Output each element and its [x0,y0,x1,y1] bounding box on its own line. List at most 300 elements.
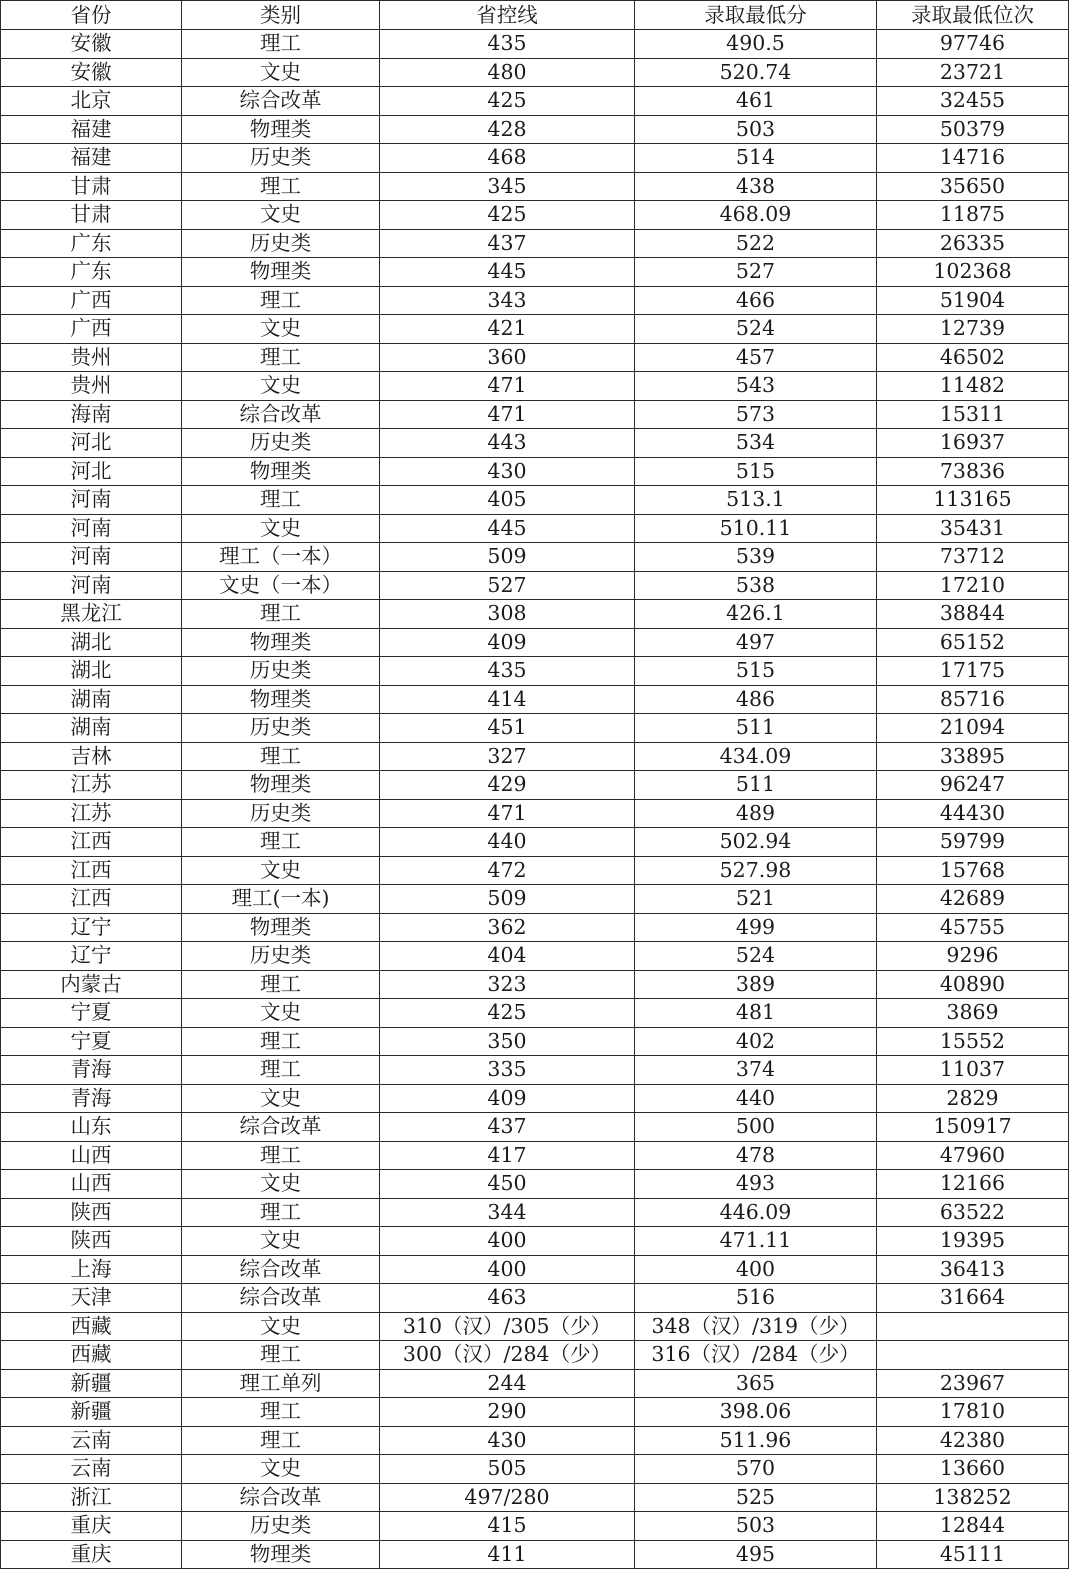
category-cell: 综合改革 [182,87,380,116]
province-cell: 新疆 [1,1369,182,1398]
category-cell: 历史类 [182,229,380,258]
category-cell: 理工 [182,600,380,629]
province-cell: 河北 [1,457,182,486]
min-score-cell: 466 [635,286,877,315]
control-line-cell: 443 [380,429,635,458]
min-rank-cell: 2829 [877,1084,1069,1113]
min-score-cell: 374 [635,1056,877,1085]
min-rank-cell: 19395 [877,1227,1069,1256]
province-cell: 云南 [1,1455,182,1484]
control-line-cell: 463 [380,1284,635,1313]
min-rank-cell: 40890 [877,970,1069,999]
category-cell: 物理类 [182,628,380,657]
province-cell: 江苏 [1,771,182,800]
header-row [1,1,1069,30]
min-rank-cell: 26335 [877,229,1069,258]
min-score-cell: 426.1 [635,600,877,629]
province-cell: 广东 [1,229,182,258]
category-cell: 理工 [182,828,380,857]
control-line-cell: 505 [380,1455,635,1484]
control-line-cell: 430 [380,457,635,486]
min-rank-cell: 45111 [877,1540,1069,1569]
province-cell: 江苏 [1,799,182,828]
category-cell: 物理类 [182,258,380,287]
control-line-cell: 425 [380,87,635,116]
table-row [1,201,1069,230]
min-score-cell: 400 [635,1255,877,1284]
category-cell: 文史（一本） [182,571,380,600]
min-rank-cell: 35650 [877,172,1069,201]
control-line-cell: 425 [380,999,635,1028]
table-row [1,1084,1069,1113]
province-cell: 北京 [1,87,182,116]
min-rank-cell: 85716 [877,685,1069,714]
min-rank-cell: 63522 [877,1198,1069,1227]
min-rank-cell: 42689 [877,885,1069,914]
min-rank-cell: 17810 [877,1398,1069,1427]
province-cell: 重庆 [1,1512,182,1541]
province-cell: 甘肃 [1,172,182,201]
province-cell: 吉林 [1,742,182,771]
control-line-cell: 417 [380,1141,635,1170]
min-rank-cell: 73712 [877,543,1069,572]
min-rank-cell: 3869 [877,999,1069,1028]
category-cell: 理工单列 [182,1369,380,1398]
province-cell: 湖南 [1,685,182,714]
table-row [1,714,1069,743]
control-line-cell: 451 [380,714,635,743]
control-line-cell: 471 [380,400,635,429]
province-cell: 上海 [1,1255,182,1284]
province-cell: 河南 [1,571,182,600]
province-cell: 河北 [1,429,182,458]
table-row [1,1227,1069,1256]
min-score-cell: 486 [635,685,877,714]
min-score-cell: 348（汉）/319（少） [635,1312,877,1341]
province-cell: 山东 [1,1113,182,1142]
table-row [1,315,1069,344]
province-cell: 西藏 [1,1312,182,1341]
min-score-cell: 389 [635,970,877,999]
province-cell: 西藏 [1,1341,182,1370]
min-score-cell: 514 [635,144,877,173]
control-line-cell: 509 [380,885,635,914]
control-line-cell: 409 [380,1084,635,1113]
province-cell: 宁夏 [1,1027,182,1056]
min-rank-cell: 12166 [877,1170,1069,1199]
min-rank-cell: 9296 [877,942,1069,971]
category-cell: 物理类 [182,913,380,942]
table-row [1,1255,1069,1284]
control-line-cell: 290 [380,1398,635,1427]
min-rank-cell: 12739 [877,315,1069,344]
province-cell: 青海 [1,1056,182,1085]
min-score-cell: 522 [635,229,877,258]
table-row [1,828,1069,857]
column-header-min-rank: 录取最低位次 [877,1,1069,30]
table-row [1,856,1069,885]
min-score-cell: 539 [635,543,877,572]
category-cell: 理工 [182,1341,380,1370]
category-cell: 文史 [182,1084,380,1113]
min-rank-cell: 38844 [877,600,1069,629]
province-cell: 山西 [1,1170,182,1199]
category-cell: 物理类 [182,115,380,144]
min-score-cell: 516 [635,1284,877,1313]
province-cell: 浙江 [1,1483,182,1512]
category-cell: 物理类 [182,685,380,714]
category-cell: 理工 [182,742,380,771]
table-row [1,144,1069,173]
column-header-province: 省份 [1,1,182,30]
table-row [1,1170,1069,1199]
province-cell: 福建 [1,115,182,144]
min-rank-cell: 23721 [877,58,1069,87]
min-score-cell: 489 [635,799,877,828]
min-score-cell: 490.5 [635,30,877,59]
min-score-cell: 440 [635,1084,877,1113]
min-score-cell: 503 [635,1512,877,1541]
category-cell: 理工 [182,1426,380,1455]
min-score-cell: 511 [635,714,877,743]
control-line-cell: 428 [380,115,635,144]
province-cell: 广东 [1,258,182,287]
min-score-cell: 481 [635,999,877,1028]
min-rank-cell: 14716 [877,144,1069,173]
min-rank-cell: 150917 [877,1113,1069,1142]
province-cell: 内蒙古 [1,970,182,999]
min-score-cell: 515 [635,457,877,486]
control-line-cell: 480 [380,58,635,87]
table-row [1,1284,1069,1313]
table-row [1,771,1069,800]
min-score-cell: 510.11 [635,514,877,543]
control-line-cell: 435 [380,30,635,59]
category-cell: 物理类 [182,771,380,800]
province-cell: 河南 [1,543,182,572]
control-line-cell: 435 [380,657,635,686]
control-line-cell: 440 [380,828,635,857]
control-line-cell: 425 [380,201,635,230]
table-row [1,429,1069,458]
control-line-cell: 411 [380,1540,635,1569]
min-rank-cell: 59799 [877,828,1069,857]
min-score-cell: 520.74 [635,58,877,87]
category-cell: 理工 [182,1027,380,1056]
min-score-cell: 521 [635,885,877,914]
category-cell: 文史 [182,856,380,885]
province-cell: 辽宁 [1,942,182,971]
category-cell: 理工 [182,30,380,59]
province-cell: 山西 [1,1141,182,1170]
min-rank-cell: 51904 [877,286,1069,315]
table-row [1,1426,1069,1455]
province-cell: 辽宁 [1,913,182,942]
category-cell: 文史 [182,372,380,401]
category-cell: 理工 [182,343,380,372]
min-score-cell: 527 [635,258,877,287]
min-rank-cell: 96247 [877,771,1069,800]
min-score-cell: 503 [635,115,877,144]
min-score-cell: 316（汉）/284（少） [635,1341,877,1370]
control-line-cell: 300（汉）/284（少） [380,1341,635,1370]
table-row [1,486,1069,515]
table-row [1,885,1069,914]
min-score-cell: 434.09 [635,742,877,771]
province-cell: 黑龙江 [1,600,182,629]
min-rank-cell: 13660 [877,1455,1069,1484]
province-cell: 陕西 [1,1198,182,1227]
table-row [1,1341,1069,1370]
min-score-cell: 502.94 [635,828,877,857]
table-row [1,1540,1069,1569]
table-row [1,628,1069,657]
control-line-cell: 471 [380,799,635,828]
control-line-cell: 343 [380,286,635,315]
category-cell: 物理类 [182,457,380,486]
category-cell: 历史类 [182,714,380,743]
min-score-cell: 461 [635,87,877,116]
min-rank-cell: 97746 [877,30,1069,59]
min-score-cell: 438 [635,172,877,201]
control-line-cell: 327 [380,742,635,771]
province-cell: 广西 [1,286,182,315]
control-line-cell: 400 [380,1227,635,1256]
table-row [1,1398,1069,1427]
category-cell: 理工(一本) [182,885,380,914]
province-cell: 宁夏 [1,999,182,1028]
category-cell: 文史 [182,315,380,344]
min-rank-cell: 15552 [877,1027,1069,1056]
min-rank-cell: 12844 [877,1512,1069,1541]
province-cell: 新疆 [1,1398,182,1427]
min-score-cell: 524 [635,315,877,344]
min-rank-cell: 15768 [877,856,1069,885]
table-body [1,30,1069,1569]
category-cell: 文史 [182,999,380,1028]
min-score-cell: 570 [635,1455,877,1484]
min-rank-cell: 113165 [877,486,1069,515]
min-rank-cell: 50379 [877,115,1069,144]
category-cell: 文史 [182,1170,380,1199]
table-row [1,115,1069,144]
province-cell: 河南 [1,514,182,543]
category-cell: 理工（一本） [182,543,380,572]
table-row [1,543,1069,572]
min-rank-cell: 11875 [877,201,1069,230]
province-cell: 江西 [1,828,182,857]
table-row [1,1369,1069,1398]
control-line-cell: 450 [380,1170,635,1199]
table-row [1,600,1069,629]
min-score-cell: 524 [635,942,877,971]
min-score-cell: 493 [635,1170,877,1199]
min-rank-cell: 33895 [877,742,1069,771]
min-score-cell: 478 [635,1141,877,1170]
control-line-cell: 360 [380,343,635,372]
table-row [1,400,1069,429]
province-cell: 贵州 [1,343,182,372]
category-cell: 理工 [182,970,380,999]
min-rank-cell: 17175 [877,657,1069,686]
table-row [1,58,1069,87]
table-row [1,1455,1069,1484]
category-cell: 综合改革 [182,1483,380,1512]
min-rank-cell: 138252 [877,1483,1069,1512]
table-row [1,913,1069,942]
control-line-cell: 445 [380,514,635,543]
category-cell: 历史类 [182,942,380,971]
min-rank-cell: 42380 [877,1426,1069,1455]
table-row [1,172,1069,201]
min-score-cell: 511 [635,771,877,800]
column-header-category: 类别 [182,1,380,30]
column-header-min-score: 录取最低分 [635,1,877,30]
min-score-cell: 471.11 [635,1227,877,1256]
province-cell: 甘肃 [1,201,182,230]
table-row [1,286,1069,315]
control-line-cell: 468 [380,144,635,173]
province-cell: 安徽 [1,30,182,59]
min-rank-cell: 31664 [877,1284,1069,1313]
min-rank-cell: 16937 [877,429,1069,458]
min-score-cell: 468.09 [635,201,877,230]
control-line-cell: 323 [380,970,635,999]
control-line-cell: 414 [380,685,635,714]
province-cell: 陕西 [1,1227,182,1256]
category-cell: 物理类 [182,1540,380,1569]
category-cell: 综合改革 [182,1284,380,1313]
control-line-cell: 350 [380,1027,635,1056]
control-line-cell: 244 [380,1369,635,1398]
category-cell: 理工 [182,1398,380,1427]
control-line-cell: 405 [380,486,635,515]
table-row [1,799,1069,828]
table-row [1,514,1069,543]
min-rank-cell: 36413 [877,1255,1069,1284]
min-score-cell: 446.09 [635,1198,877,1227]
min-rank-cell: 21094 [877,714,1069,743]
control-line-cell: 415 [380,1512,635,1541]
control-line-cell: 409 [380,628,635,657]
min-score-cell: 511.96 [635,1426,877,1455]
min-score-cell: 457 [635,343,877,372]
table-row [1,571,1069,600]
min-rank-cell: 11482 [877,372,1069,401]
province-cell: 湖南 [1,714,182,743]
table-row [1,742,1069,771]
min-rank-cell: 44430 [877,799,1069,828]
control-line-cell: 437 [380,1113,635,1142]
control-line-cell: 471 [380,372,635,401]
min-score-cell: 398.06 [635,1398,877,1427]
table-row [1,942,1069,971]
province-cell: 天津 [1,1284,182,1313]
min-rank-cell: 23967 [877,1369,1069,1398]
min-rank-cell: 32455 [877,87,1069,116]
category-cell: 历史类 [182,1512,380,1541]
control-line-cell: 437 [380,229,635,258]
control-line-cell: 509 [380,543,635,572]
min-score-cell: 495 [635,1540,877,1569]
min-rank-cell [877,1312,1069,1341]
province-cell: 江西 [1,885,182,914]
min-score-cell: 525 [635,1483,877,1512]
province-cell: 贵州 [1,372,182,401]
control-line-cell: 429 [380,771,635,800]
min-score-cell: 497 [635,628,877,657]
min-rank-cell: 15311 [877,400,1069,429]
min-rank-cell: 45755 [877,913,1069,942]
table-row [1,457,1069,486]
category-cell: 理工 [182,172,380,201]
province-cell: 青海 [1,1084,182,1113]
category-cell: 文史 [182,514,380,543]
column-header-control-line: 省控线 [380,1,635,30]
min-score-cell: 365 [635,1369,877,1398]
control-line-cell: 497/280 [380,1483,635,1512]
table-row [1,1312,1069,1341]
table-row [1,30,1069,59]
category-cell: 历史类 [182,657,380,686]
category-cell: 理工 [182,1198,380,1227]
table-row [1,657,1069,686]
category-cell: 综合改革 [182,400,380,429]
control-line-cell: 445 [380,258,635,287]
table-row [1,1483,1069,1512]
min-score-cell: 500 [635,1113,877,1142]
table-row [1,1113,1069,1142]
category-cell: 历史类 [182,799,380,828]
min-rank-cell: 46502 [877,343,1069,372]
province-cell: 福建 [1,144,182,173]
category-cell: 理工 [182,1056,380,1085]
table-row [1,1027,1069,1056]
province-cell: 湖北 [1,628,182,657]
category-cell: 综合改革 [182,1113,380,1142]
min-score-cell: 402 [635,1027,877,1056]
control-line-cell: 430 [380,1426,635,1455]
control-line-cell: 527 [380,571,635,600]
table-row [1,1141,1069,1170]
min-rank-cell: 11037 [877,1056,1069,1085]
province-cell: 广西 [1,315,182,344]
min-rank-cell [877,1341,1069,1370]
province-cell: 安徽 [1,58,182,87]
control-line-cell: 400 [380,1255,635,1284]
control-line-cell: 362 [380,913,635,942]
control-line-cell: 335 [380,1056,635,1085]
min-rank-cell: 47960 [877,1141,1069,1170]
table-row [1,258,1069,287]
min-score-cell: 513.1 [635,486,877,515]
province-cell: 重庆 [1,1540,182,1569]
table-row [1,1198,1069,1227]
min-rank-cell: 102368 [877,258,1069,287]
min-rank-cell: 35431 [877,514,1069,543]
control-line-cell: 344 [380,1198,635,1227]
min-rank-cell: 17210 [877,571,1069,600]
category-cell: 文史 [182,1227,380,1256]
control-line-cell: 310（汉）/305（少） [380,1312,635,1341]
province-cell: 湖北 [1,657,182,686]
min-score-cell: 534 [635,429,877,458]
control-line-cell: 472 [380,856,635,885]
table-row [1,229,1069,258]
control-line-cell: 421 [380,315,635,344]
table-row [1,970,1069,999]
table-row [1,372,1069,401]
